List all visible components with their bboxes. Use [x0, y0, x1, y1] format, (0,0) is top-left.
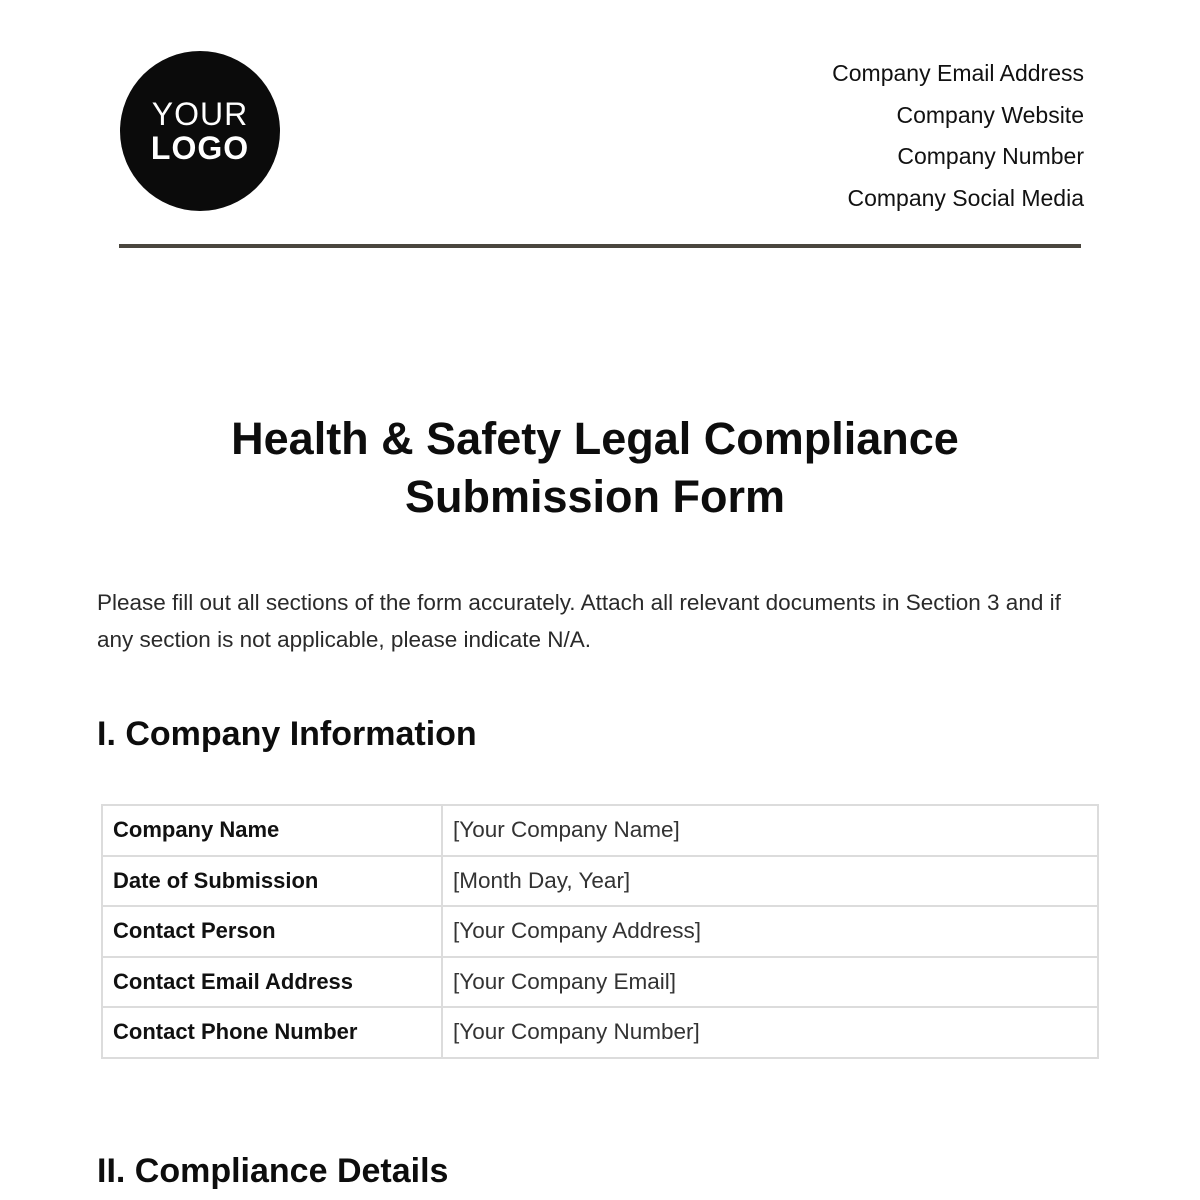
section-heading-company-information: I. Company Information — [97, 715, 477, 753]
table-row — [102, 957, 1098, 1008]
page-title-line2: Submission Form — [404, 471, 786, 522]
date-of-submission-value[interactable]: [Month Day, Year] — [442, 856, 1098, 907]
company-number: Company Number — [897, 143, 1084, 169]
contact-person-value[interactable]: [Your Company Address] — [442, 906, 1098, 957]
form-instructions: Please fill out all sections of the form accurately. Attach all relevant documents in Section 3 and if any section is not applicable, please indicate N/A. — [97, 590, 1061, 652]
company-social-media: Company Social Media — [847, 184, 1084, 211]
contact-person-label: Contact Person — [102, 906, 442, 957]
contact-phone-value[interactable]: [Your Company Number] — [442, 1007, 1098, 1058]
company-email-address: Company Email Address — [832, 60, 1084, 86]
table-row — [102, 805, 1098, 856]
contact-email-value[interactable]: [Your Company Email] — [442, 957, 1098, 1008]
company-website: Company Website — [896, 101, 1084, 128]
company-information-table — [101, 804, 1099, 1059]
company-contact-block — [832, 53, 1084, 219]
date-of-submission-label: Date of Submission — [102, 856, 442, 907]
company-name-value[interactable]: [Your Company Name] — [442, 805, 1098, 856]
company-name-label: Company Name — [102, 805, 442, 856]
table-row — [102, 906, 1098, 957]
company-logo — [120, 51, 280, 211]
contact-phone-label: Contact Phone Number — [102, 1007, 442, 1058]
contact-email-label: Contact Email Address — [102, 957, 442, 1008]
logo-text-line2: LOGO — [150, 130, 250, 166]
table-row — [102, 856, 1098, 907]
table-row — [102, 1007, 1098, 1058]
page-title — [0, 410, 1190, 526]
header-divider — [119, 244, 1081, 248]
page-title-line1: Health & Safety Legal Compliance — [231, 413, 959, 464]
logo-text-line1: YOUR — [151, 96, 249, 132]
section-heading-compliance-details: II. Compliance Details — [97, 1152, 449, 1190]
